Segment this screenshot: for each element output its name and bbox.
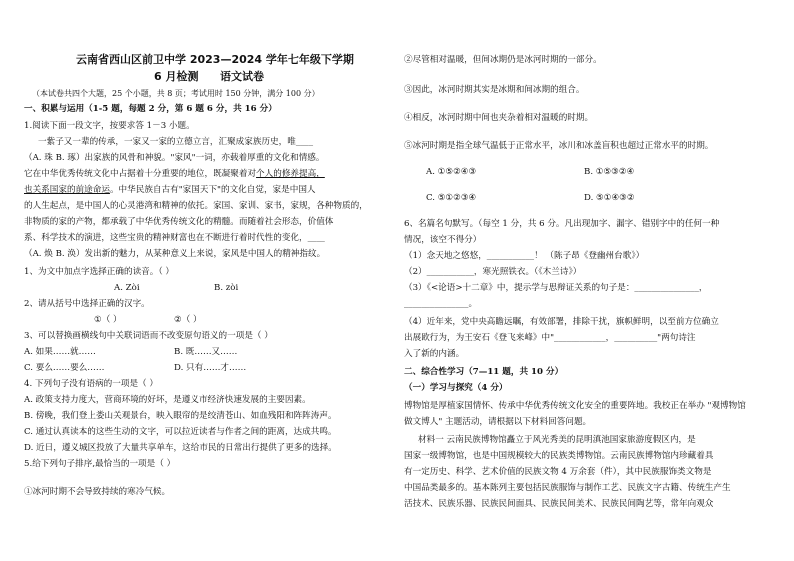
q5-option-a: A. ①⑤②④③ [426, 167, 477, 177]
q2-blank-1: ①（ ） [94, 315, 122, 325]
question-3: 3、可以替换画横线句中关联词语而不改变原句语义的一项是（ ） [24, 331, 273, 341]
q5-sentence-5: ⑤冰河时期是指全球气温低于正常水平，冰川和冰盖盲积也超过正常水平的时期。 [404, 141, 714, 151]
q6-item-1: （1）念天地之悠悠，___________！ （陈子昂《登幽州台歌》） [404, 251, 645, 261]
title-line-2a: 6 月检测 [154, 70, 199, 83]
passage-line-7: 系、科学技术的演进，这些宝贵的精神财富也在不断进行着时代性的变化，____ [24, 233, 325, 243]
material-1-line-5: 活技术、民族乐器、民族民间面具、民族民间美术、民族民间陶艺等，常年向观众 [404, 499, 714, 509]
right-column [404, 0, 778, 561]
q5-sentence-4: ④相反，冰河时期中间也夹杂着相对温暖的时期。 [404, 113, 594, 123]
q6-item-3-cont: _______________。 [404, 299, 478, 309]
q4-option-d: D. 近日，遵义城区投放了大量共享单车，这给市民的日常出行提供了更多的选择。 [24, 443, 337, 453]
intro-paragraph-2: 做文博人" 主题活动，请根据以下材料回答问题。 [404, 417, 592, 427]
q3-option-a: A. 如果……就…… [24, 347, 96, 357]
passage-line-5: 的人生起点，是中国人的心灵港湾和精神的依托。家国、家训、家书，家规，各种物质的， [24, 201, 368, 211]
passage-line-3: 它在中华优秀传统文化中占据着十分重要的地位，既凝聚着对个人的修养提高， [24, 169, 325, 179]
section-2-heading: 二、综合性学习（7—11 题，共 10 分） [404, 367, 564, 377]
material-1-line-4: 中国品类最多的。基本陈列主要包括民族服饰与制作工艺、民族文字古籍、传统生产生 [404, 483, 731, 493]
q1-option-b: B. zòi [214, 283, 239, 293]
question-2: 2、请从括号中选择正确的汉字。 [24, 299, 150, 309]
q5-option-c: C. ⑤①②③④ [426, 193, 477, 203]
left-column [24, 0, 384, 561]
q6-item-3: （3）《<论语>十二章》中，提示学与思辩证关系的句子是：_______________， [404, 283, 708, 293]
title-line-1: 云南省西山区前卫中学 2023—2024 学年七年级下学期 [76, 53, 354, 66]
exam-note: （本试卷共四个大题，25 个小题，共 8 页；考试用时 150 分钟，满分 100 分） [32, 89, 320, 98]
q6-item-4: （4）近年来，党中央高瞻远瞩，有效部署，排除干扰，旗帜鲜明，以至前方位确立 [404, 317, 719, 327]
passage-line-2: （A. 珠 B. 琢）出家族的风骨和神貌。"家风"一词，亦载着厚重的文化和情感。 [24, 153, 325, 163]
q5-option-b: B. ①⑤③②④ [584, 167, 635, 177]
q3-option-b: B. 既……又…… [174, 347, 238, 357]
subsection-1-heading: （一）学习与探究（4 分） [404, 383, 508, 393]
question-4: 4. 下列句子没有语病的一项是（ ） [24, 379, 158, 389]
material-1-line-3: 有一定历史、科学、艺术价值的民族文物 4 万余套（件），其中民族服饰类文物是 [404, 467, 712, 477]
q3-option-c: C. 要么……要么…… [24, 363, 105, 373]
material-1-line-1: 材料一 云南民族博物馆矗立于风光秀美的昆明滇池国家旅游度假区内，是 [418, 435, 696, 445]
q4-option-a: A. 政策支持力度大，营商环境的好坏，是遵义市经济快速发展的主要因素。 [24, 395, 311, 405]
q6-item-4-end: 入了新的内涵。 [404, 349, 465, 359]
q6-item-4-cont: 出展欧行为，为王安石《登飞来峰》中"____________，__________"两句诗注 [404, 333, 696, 343]
intro-paragraph-1: 博物馆是厚植家国情怀、传承中华优秀传统文化安全的重要阵地。我校正在举办 "观博物馆 [404, 401, 746, 411]
question-6: 6、名篇名句默写。（每空 1 分，共 6 分。凡出现加字、漏字、错别字中的任何一种 [404, 219, 720, 229]
passage-line-6: 非物质的家的产物，都承载了中华优秀传统文化的精髓。而随着社会形态，价值体 [24, 217, 334, 227]
section-1-heading: 一、积累与运用（1-5 题，每题 2 分，第 6 题 6 分，共 16 分） [24, 104, 277, 114]
title-line-2b: 语文试卷 [220, 70, 264, 83]
passage-line-4: 也关系国家的前途命运。中华民族自古有"家国天下"的文化自觉，家是中国人 [24, 185, 316, 195]
q2-blank-2: ②（ ） [174, 315, 202, 325]
question-intro: 1.阅读下面一段文字，按要求答 1－3 小题。 [24, 121, 195, 131]
q5-sentence-1: ①冰河时期不会导致持续的寒冷气候。 [24, 487, 171, 497]
q5-sentence-3: ③因此，冰河时期其实是冰期和间冰期的组合。 [404, 85, 585, 95]
material-1-line-2: 国家一级博物馆，也是中国规模较大的民族类博物馆。云南民族博物馆内珍藏着具 [404, 451, 714, 461]
q4-option-b: B. 傍晚，我们登上娄山关观景台，映入眼帘的是绞清苍山、如血残阳和阵阵涛声。 [24, 411, 337, 421]
passage-line-1: 一紫子又一辈的传承，一家又一家的立德立言，汇聚成家族历史，唯____ [38, 137, 314, 147]
passage-line-8: （A. 焕 B. 涣）发出新的魅力，从某种意义上来说，家风是中国人的精神指纹。 [24, 249, 326, 259]
q3-option-d: D. 只有……才…… [174, 363, 247, 373]
q4-option-c: C. 通过认真读本的这些生动的文字，可以拉近读者与作者之间的距离，达成共鸣。 [24, 427, 337, 437]
q1-option-a: A. Zòi [114, 283, 140, 293]
question-1: 1、为文中加点字选择正确的读音。（ ） [24, 267, 174, 277]
question-6-cont: 情况，该空不得分） [404, 235, 482, 245]
q6-item-2: （2）___________，寒光照铁衣。（《木兰诗》） [404, 267, 582, 277]
q5-option-d: D. ⑤①④③② [584, 193, 635, 203]
question-5: 5.给下列句子排序,最恰当的一项是（ ） [24, 459, 176, 469]
q5-sentence-2: ②尽管相对温暖，但间冰期仍是冰河时期的一部分。 [404, 55, 602, 65]
